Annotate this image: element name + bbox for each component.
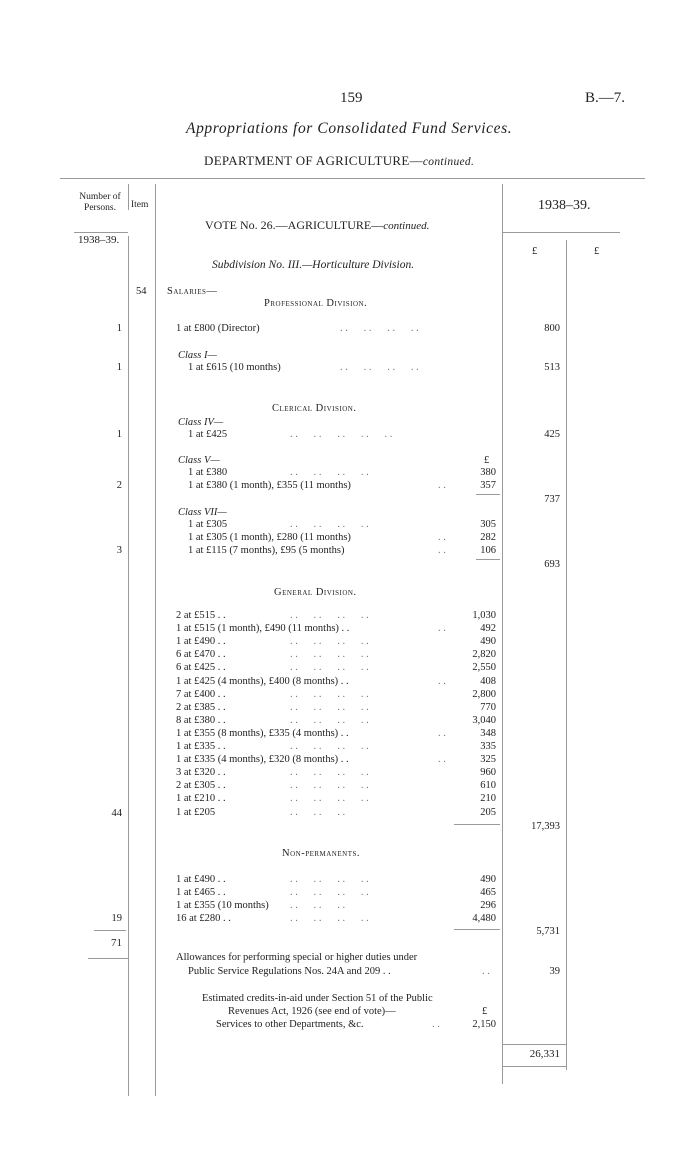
general-row-leaders: . . . . . . . .: [290, 662, 369, 674]
general-row-text: 1 at £515 (1 month), £490 (11 months) . .: [176, 623, 350, 635]
general-row-amount: 1,030: [472, 610, 496, 621]
general-row-leaders: . . . . . . . .: [290, 714, 369, 726]
allowances-line-2: Public Service Regulations Nos. 24A and 209 . .: [188, 966, 391, 977]
pound-header-1: £: [532, 246, 538, 257]
director-leaders: . . . . . . . .: [340, 323, 419, 334]
general-row-text: 3 at £320 . .: [176, 767, 226, 779]
class-v-amount-2: 357: [480, 480, 496, 491]
general-row-text: 2 at £385 . .: [176, 701, 226, 713]
class-v-subtotal-rule: [476, 494, 500, 495]
class-i-text: 1 at £615 (10 months): [188, 362, 281, 373]
class-vii-leaders-1: . . . . . . . .: [290, 519, 369, 530]
persons-class-i: 1: [116, 362, 122, 373]
general-row-text: 1 at £425 (4 months), £400 (8 months) . .: [176, 675, 349, 687]
grand-total-rule-bottom: [502, 1066, 566, 1067]
class-v-leaders-1: . . . . . . . .: [290, 467, 369, 478]
item-header: Item: [131, 200, 149, 210]
general-row-leaders: . .: [438, 727, 446, 739]
general-row-leaders: . . . . . . . .: [290, 610, 369, 621]
persons-total-rule-top: [94, 930, 126, 931]
general-row-amount: 770: [480, 701, 496, 713]
class-v-row-2: [188, 480, 351, 491]
item-number: 54: [136, 286, 147, 297]
general-row-leaders: . . . . . . . .: [290, 741, 369, 752]
non-permanents-row-text: 1 at £490 . .: [176, 874, 226, 885]
non-permanents-row-leaders: . . . . . . . .: [290, 887, 369, 899]
persons-non-permanents: 19: [111, 913, 122, 924]
general-row-text: 1 at £355 (8 months), £335 (4 months) . .: [176, 727, 349, 739]
class-vii-leaders-2: . .: [438, 532, 446, 543]
class-v-pound: £: [484, 455, 490, 466]
general-row-text: 1 at £490 . .: [176, 636, 226, 648]
year-rule-left: [74, 232, 128, 233]
general-row-amount: 325: [480, 754, 496, 766]
year-rule-right: [502, 232, 620, 233]
class-vii-row-3: [188, 545, 345, 556]
non-permanents-row-text: 16 at £280 . .: [176, 913, 231, 925]
class-iv-text: 1 at £425: [188, 429, 228, 440]
class-iv-label: Class IV—: [178, 417, 224, 428]
non-permanents-row-amount: 465: [480, 887, 496, 899]
general-row-amount: 3,040: [472, 714, 496, 726]
general-row-amount: 2,550: [472, 662, 496, 674]
persons-general: 44: [111, 808, 122, 819]
credits-amount: 2,150: [472, 1019, 496, 1030]
class-v-text-1: 1 at £380: [188, 467, 228, 478]
class-vii-amount-3: 106: [480, 545, 496, 556]
general-row-amount: 610: [480, 780, 496, 792]
persons-class-iv: 1: [116, 429, 122, 440]
class-v-leaders-2: . .: [438, 480, 446, 491]
general-row-text: 2 at £305 . .: [176, 780, 226, 792]
allowances-amount: 39: [549, 966, 560, 977]
number-of-persons-header: Number of Persons.: [79, 192, 121, 213]
subdivision-heading: Subdivision No. III.—Horticulture Division.: [212, 259, 415, 271]
general-row-text: 1 at £335 (4 months), £320 (8 months) . .: [176, 754, 349, 766]
general-row-text: 7 at £400 . .: [176, 688, 226, 700]
general-row-text: 1 at £205: [176, 806, 216, 818]
general-row-amount: 492: [480, 623, 496, 635]
class-vii-row-2: [188, 532, 351, 543]
credits-line-1: Estimated credits-in-aid under Section 51 of the Public: [202, 993, 433, 1004]
department-name: DEPARTMENT OF AGRICULTURE—: [204, 153, 423, 168]
general-row-amount: 205: [480, 806, 496, 818]
general-row-leaders: . .: [438, 675, 446, 687]
general-row-amount: 408: [480, 675, 496, 687]
class-iv-row: [188, 429, 227, 440]
general-row-amount: 960: [480, 767, 496, 779]
general-row-leaders: . . . . . . . .: [290, 701, 369, 713]
year-header-right: 1938–39.: [538, 198, 591, 213]
grand-total-rule-top: [502, 1044, 566, 1045]
class-v-text-2: 1 at £380 (1 month), £355 (11 months): [188, 480, 351, 491]
non-permanents-row-amount: 490: [480, 874, 496, 885]
class-v-row-1: [188, 467, 227, 478]
column-rule-1: [128, 184, 129, 210]
class-iv-leaders: . . . . . . . . . .: [290, 429, 393, 440]
non-permanents-subtotal-rule: [454, 929, 500, 930]
class-i-label: Class I—: [178, 350, 217, 361]
non-permanents-total: 5,731: [536, 926, 560, 937]
non-permanents-row-amount: 296: [480, 900, 496, 912]
general-row-text: 8 at £380 . .: [176, 714, 226, 726]
class-vii-text-1: 1 at £305: [188, 519, 228, 530]
persons-total-rule-bottom: [88, 958, 128, 959]
allowances-line-1: Allowances for performing special or higher duties under: [176, 952, 418, 963]
general-row-leaders: . . . . . . . .: [290, 780, 369, 792]
vote-heading: [205, 218, 429, 233]
table-top-rule: [60, 178, 645, 179]
general-division-heading: General Division.: [274, 587, 357, 598]
class-vii-amount-2: 282: [480, 532, 496, 543]
general-row-leaders: . . . . . .: [290, 806, 346, 818]
pound-header-2: £: [594, 246, 600, 257]
page-number: 159: [340, 90, 363, 106]
general-row-amount: 2,820: [472, 649, 496, 661]
director-total: 800: [544, 323, 560, 334]
class-vii-text-2: 1 at £305 (1 month), £280 (11 months): [188, 532, 351, 543]
non-permanents-row-amount: 4,480: [472, 913, 496, 925]
total-persons: 71: [111, 937, 122, 949]
class-v-amount-1: 380: [480, 467, 496, 478]
credits-line-2: Revenues Act, 1926 (see end of vote)—: [228, 1006, 396, 1017]
persons-director: 1: [116, 323, 122, 334]
column-rule-3: [502, 184, 503, 1084]
persons-class-v: 2: [116, 480, 122, 491]
general-row-leaders: . . . . . . . .: [290, 636, 369, 648]
class-i-leaders: . . . . . . . .: [340, 362, 419, 373]
general-row-leaders: . . . . . . . .: [290, 793, 369, 805]
general-row-text: 2 at £515 . .: [176, 610, 226, 621]
class-vii-total: 693: [544, 559, 560, 570]
professional-division-heading: Professional Division.: [264, 298, 368, 309]
class-iv-total: 425: [544, 429, 560, 440]
year-header-left: 1938–39.: [78, 234, 120, 246]
credits-leaders: . .: [432, 1019, 440, 1030]
non-permanents-row-leaders: . . . . . .: [290, 900, 346, 912]
general-row-text: 1 at £210 . .: [176, 793, 226, 805]
department-heading: [204, 153, 474, 169]
non-permanents-row-leaders: . . . . . . . .: [290, 913, 369, 925]
general-row-leaders: . .: [438, 623, 446, 635]
class-vii-row-1: [188, 519, 227, 530]
class-v-total: 737: [544, 494, 560, 505]
general-row-text: 1 at £335 . .: [176, 741, 226, 752]
general-row-text: 6 at £425 . .: [176, 662, 226, 674]
document-reference: B.—7.: [585, 90, 626, 106]
class-vii-subtotal-rule: [476, 559, 500, 560]
persons-class-vii: 3: [116, 545, 122, 556]
credits-line-3: Services to other Departments, &c.: [216, 1019, 364, 1030]
general-row-amount: 348: [480, 727, 496, 739]
vote-title: VOTE No. 26.—AGRICULTURE—: [205, 218, 384, 232]
general-row-leaders: . . . . . . . .: [290, 688, 369, 700]
class-i-row: [188, 362, 281, 373]
class-vii-leaders-3: . .: [438, 545, 446, 556]
class-vii-label: Class VII—: [178, 507, 227, 518]
general-row-amount: 335: [480, 741, 496, 752]
general-row-leaders: . . . . . . . .: [290, 649, 369, 661]
vote-continued: continued.: [383, 220, 430, 232]
salaries-label: Salaries—: [167, 286, 218, 297]
general-row-amount: 490: [480, 636, 496, 648]
grand-total: 26,331: [529, 1048, 560, 1060]
class-vii-text-3: 1 at £115 (7 months), £95 (5 months): [188, 545, 345, 556]
general-subtotal-rule: [454, 824, 500, 825]
class-v-label: Class V—: [178, 455, 220, 466]
class-vii-amount-1: 305: [480, 519, 496, 530]
general-row-leaders: . . . . . . . .: [290, 767, 369, 779]
department-continued: continued.: [422, 156, 475, 168]
clerical-division-heading: Clerical Division.: [272, 403, 357, 414]
credits-pound: £: [482, 1006, 488, 1017]
allowances-leaders: . .: [482, 966, 490, 977]
director-row: [176, 323, 260, 334]
column-rule-4: [566, 240, 567, 1070]
general-total: 17,393: [531, 821, 560, 832]
non-permanents-heading: Non-permanents.: [282, 848, 360, 859]
general-row-leaders: . .: [438, 754, 446, 766]
column-rule-1b: [128, 236, 129, 1096]
column-rule-2: [155, 184, 156, 1096]
page-title: Appropriations for Consolidated Fund Services.: [186, 120, 513, 137]
class-i-total: 513: [544, 362, 560, 373]
general-row-amount: 210: [480, 793, 496, 805]
non-permanents-row-leaders: . . . . . . . .: [290, 874, 369, 885]
non-permanents-row-text: 1 at £465 . .: [176, 887, 226, 899]
general-row-text: 6 at £470 . .: [176, 649, 226, 661]
director-text: 1 at £800 (Director): [176, 323, 260, 334]
general-row-amount: 2,800: [472, 688, 496, 700]
non-permanents-row-text: 1 at £355 (10 months): [176, 900, 269, 912]
